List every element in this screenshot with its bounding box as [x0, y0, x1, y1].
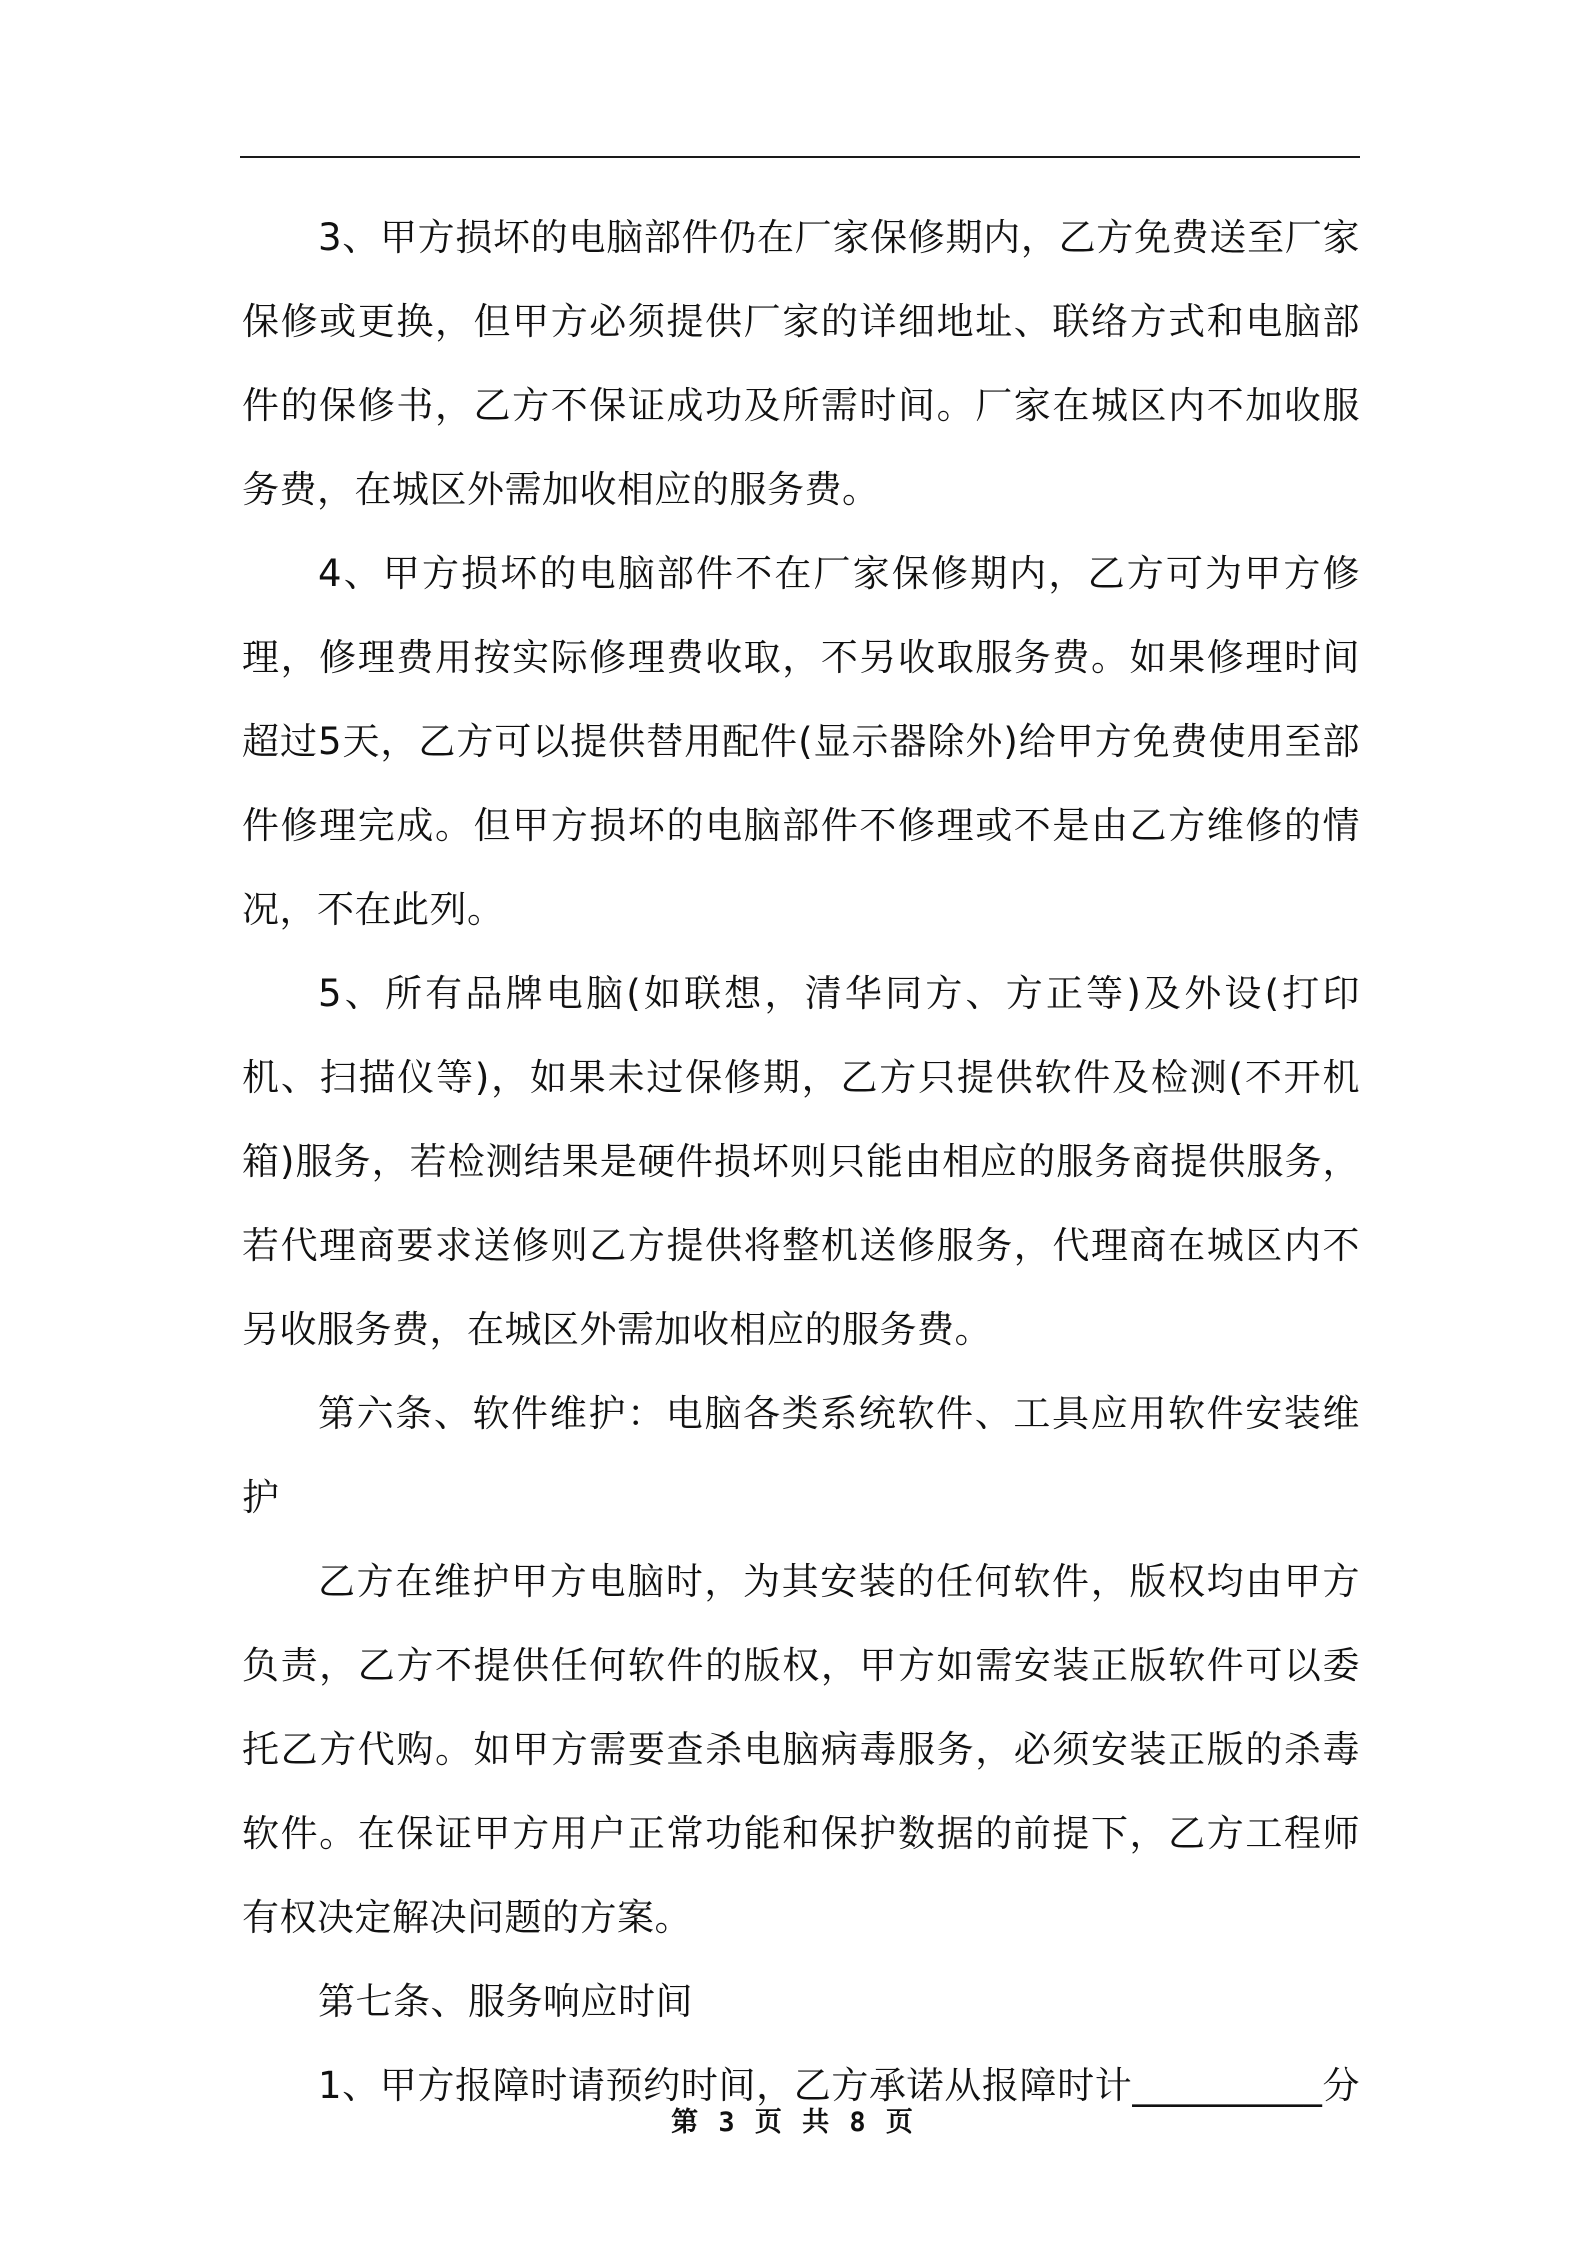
article-6-heading: 第六条、软件维护：电脑各类系统软件、工具应用软件安装维护	[242, 1392, 1360, 1519]
clause-4-paragraph: 4、甲方损坏的电脑部件不在厂家保修期内，乙方可为甲方修理，修理费用按实际修理费收取，不另收取服务费。如果修理时间超过5天，乙方可以提供替用配件(显示器除外)给甲方免费使用至部件修理完成。但甲方损坏的电脑部件不修理或不是由乙方维修的情况，不在此列。	[242, 552, 1360, 931]
clause-3-paragraph: 3、甲方损坏的电脑部件仍在厂家保修期内，乙方免费送至厂家保修或更换，但甲方必须提供厂家的详细地址、联络方式和电脑部件的保修书，乙方不保证成功及所需时间。厂家在城区内不加收服务费，在城区外需加收相应的服务费。	[242, 216, 1360, 511]
header-rule	[240, 156, 1360, 158]
article-6-body: 乙方在维护甲方电脑时，为其安装的任何软件，版权均由甲方负责，乙方不提供任何软件的版权，甲方如需安装正版软件可以委托乙方代购。如甲方需要查杀电脑病毒服务，必须安装正版的杀毒软件。在保证甲方用户正常功能和保护数据的前提下，乙方工程师有权决定解决问题的方案。	[242, 1560, 1360, 1939]
page-number-footer: 第 3 页 共 8 页	[671, 2107, 915, 2138]
article-7-heading: 第七条、服务响应时间	[318, 1980, 693, 2023]
document-body	[242, 196, 1360, 2128]
clause-5-paragraph: 5、所有品牌电脑(如联想，清华同方、方正等)及外设(打印机、扫描仪等)，如果未过保修期，乙方只提供软件及检测(不开机箱)服务，若检测结果是硬件损坏则只能由相应的服务商提供服务，若代理商要求送修则乙方提供将整机送修服务，代理商在城区内不另收服务费，在城区外需加收相应的服务费。	[242, 972, 1360, 1351]
article-7-clause-1: 1、甲方报障时请预约时间，乙方承诺从报障时计__________分	[318, 2064, 1360, 2107]
